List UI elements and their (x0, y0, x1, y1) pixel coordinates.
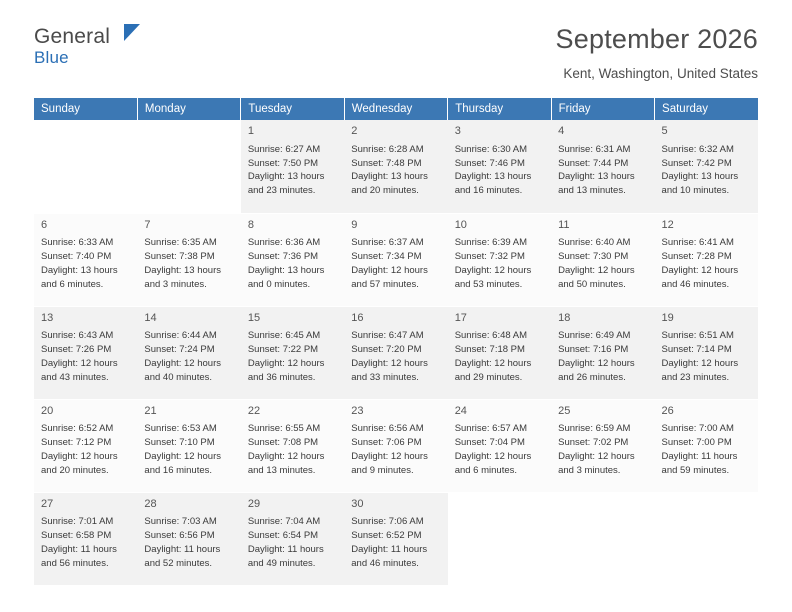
calendar-empty-cell (655, 492, 758, 585)
day-detail-line: Daylight: 12 hours (247, 357, 325, 369)
calendar-week-row (34, 399, 758, 492)
calendar-empty-cell (551, 492, 654, 585)
day-detail-line: Sunset: 7:34 PM (351, 251, 422, 263)
calendar-day-cell[interactable] (137, 213, 240, 306)
day-detail-line: Daylight: 12 hours (41, 450, 118, 462)
day-detail-line: Daylight: 12 hours (144, 357, 221, 369)
day-number: 8 (247, 218, 254, 231)
day-detail-line: Daylight: 13 hours (247, 264, 325, 276)
calendar-day-cell[interactable] (344, 120, 447, 213)
day-number: 1 (247, 125, 254, 137)
day-number: 24 (454, 404, 467, 417)
calendar-day-cell[interactable] (448, 213, 551, 306)
day-number: 9 (351, 218, 358, 231)
day-detail-line: Daylight: 11 hours (41, 543, 117, 555)
day-detail-line: and 9 minutes. (351, 464, 414, 476)
day-detail-line: Daylight: 12 hours (661, 357, 739, 369)
day-detail-line: and 36 minutes. (247, 371, 316, 383)
calendar-day-cell[interactable] (137, 306, 240, 399)
day-detail-line: Daylight: 12 hours (558, 264, 635, 276)
weekday-header-wednesday: Wednesday (344, 98, 447, 120)
day-detail-line: Sunrise: 6:35 AM (144, 237, 217, 249)
day-number: 22 (247, 404, 261, 417)
calendar-week-row (34, 306, 758, 399)
day-detail-line: Daylight: 12 hours (144, 450, 221, 462)
title-block (556, 22, 758, 81)
day-detail-line: Sunset: 7:50 PM (247, 157, 319, 169)
day-detail-line: and 6 minutes. (41, 278, 104, 290)
weekday-header-tuesday: Tuesday (241, 98, 344, 120)
day-detail-line: Sunset: 7:12 PM (41, 437, 112, 449)
weekday-header-friday: Friday (551, 98, 654, 120)
location-subtitle: Kent, Washington, United States (563, 66, 758, 81)
day-detail-line: Sunset: 7:22 PM (247, 344, 319, 356)
day-number: 7 (144, 218, 151, 231)
day-detail-line: and 53 minutes. (454, 278, 523, 290)
day-number: 20 (41, 404, 54, 417)
day-detail-line: and 59 minutes. (661, 464, 730, 476)
day-detail-line: Sunset: 6:52 PM (351, 530, 422, 542)
day-number: 30 (351, 497, 364, 510)
day-number: 27 (41, 497, 54, 510)
weekday-header-row (34, 98, 758, 120)
logo-secondary-text: Blue (34, 48, 69, 67)
day-detail-line: Daylight: 12 hours (454, 450, 532, 462)
day-detail-line: Daylight: 11 hours (144, 543, 221, 555)
day-detail-line: and 56 minutes. (41, 557, 109, 569)
day-detail-line: Sunrise: 7:00 AM (661, 423, 734, 435)
day-detail-line: Daylight: 13 hours (247, 171, 325, 183)
day-detail-line: Sunrise: 6:44 AM (144, 330, 217, 342)
calendar-day-cell[interactable] (448, 306, 551, 399)
day-number: 12 (661, 218, 674, 231)
day-detail-line: Sunset: 7:10 PM (144, 437, 215, 449)
day-detail-line: Sunset: 7:36 PM (247, 251, 319, 263)
calendar-day-cell[interactable] (551, 213, 654, 306)
day-detail-line: Sunrise: 6:45 AM (247, 330, 321, 342)
calendar-day-cell[interactable] (448, 399, 551, 492)
day-number: 29 (247, 497, 261, 510)
day-detail-line: Sunset: 7:08 PM (247, 437, 319, 449)
day-detail-line: and 13 minutes. (558, 185, 626, 197)
day-number: 14 (144, 311, 157, 324)
day-detail-line: Sunrise: 6:39 AM (454, 237, 528, 249)
day-detail-line: Sunset: 6:54 PM (247, 530, 319, 542)
calendar-day-cell[interactable] (241, 492, 344, 585)
day-detail-line: Daylight: 13 hours (558, 171, 635, 183)
day-detail-line: Sunset: 7:20 PM (351, 344, 422, 356)
day-detail-line: Daylight: 12 hours (558, 450, 635, 462)
day-detail-line: Sunset: 7:48 PM (351, 157, 422, 169)
day-detail-line: Sunrise: 6:56 AM (351, 423, 424, 435)
day-detail-line: Sunset: 7:04 PM (454, 437, 525, 449)
calendar-day-cell[interactable] (34, 213, 137, 306)
day-detail-line: Daylight: 12 hours (558, 357, 635, 369)
day-detail-line: Daylight: 12 hours (454, 264, 532, 276)
calendar-body (34, 120, 758, 585)
day-detail-line: and 43 minutes. (41, 371, 109, 383)
day-detail-line: and 46 minutes. (351, 557, 419, 569)
day-detail-line: Sunset: 7:24 PM (144, 344, 215, 356)
day-number: 15 (247, 311, 261, 324)
day-detail-line: Sunset: 7:28 PM (661, 251, 732, 263)
day-detail-line: Sunrise: 7:01 AM (41, 516, 114, 528)
calendar-day-cell[interactable] (655, 120, 758, 213)
calendar-day-cell[interactable] (241, 120, 344, 213)
calendar-day-cell[interactable] (448, 120, 551, 213)
day-detail-line: Sunset: 7:30 PM (558, 251, 629, 263)
weekday-header-sunday: Sunday (34, 98, 137, 120)
day-detail-line: Sunset: 7:16 PM (558, 344, 629, 356)
calendar-day-cell[interactable] (344, 492, 447, 585)
day-detail-line: Sunrise: 6:31 AM (558, 143, 631, 155)
calendar-day-cell[interactable] (344, 306, 447, 399)
day-number: 4 (558, 125, 565, 137)
day-detail-line: Sunrise: 6:33 AM (41, 237, 114, 249)
day-number: 28 (144, 497, 157, 510)
day-detail-line: Sunrise: 6:53 AM (144, 423, 217, 435)
day-detail-line: Daylight: 12 hours (41, 357, 118, 369)
day-detail-line: Sunrise: 7:03 AM (144, 516, 217, 528)
day-detail-line: Daylight: 12 hours (454, 357, 532, 369)
day-detail-line: Sunset: 7:40 PM (41, 251, 112, 263)
day-detail-line: and 23 minutes. (247, 185, 316, 197)
day-detail-line: and 52 minutes. (144, 557, 213, 569)
day-number: 11 (558, 218, 570, 231)
calendar-day-cell[interactable] (655, 306, 758, 399)
day-detail-line: Daylight: 11 hours (351, 543, 428, 555)
day-detail-line: Sunset: 7:46 PM (454, 157, 525, 169)
day-detail-line: Daylight: 12 hours (247, 450, 325, 462)
day-detail-line: Daylight: 12 hours (351, 357, 428, 369)
day-detail-line: Daylight: 13 hours (454, 171, 532, 183)
weekday-header-thursday: Thursday (448, 98, 551, 120)
day-detail-line: and 23 minutes. (661, 371, 730, 383)
day-detail-line: and 49 minutes. (247, 557, 316, 569)
day-detail-line: Daylight: 11 hours (247, 543, 324, 555)
day-number: 23 (351, 404, 364, 417)
day-detail-line: and 57 minutes. (351, 278, 419, 290)
day-number: 17 (454, 311, 467, 324)
day-detail-line: Sunset: 7:18 PM (454, 344, 525, 356)
day-detail-line: and 16 minutes. (144, 464, 213, 476)
day-detail-line: Daylight: 12 hours (351, 450, 428, 462)
day-detail-line: Sunrise: 6:51 AM (661, 330, 734, 342)
day-detail-line: Sunrise: 6:52 AM (41, 423, 114, 435)
day-detail-line: Sunrise: 6:57 AM (454, 423, 528, 435)
calendar-empty-cell (34, 120, 137, 213)
day-detail-line: Sunrise: 6:55 AM (247, 423, 321, 435)
day-detail-line: Sunrise: 6:32 AM (661, 143, 734, 155)
day-detail-line: and 20 minutes. (351, 185, 419, 197)
calendar-week-row (34, 213, 758, 306)
day-detail-line: Sunset: 7:38 PM (144, 251, 215, 263)
day-detail-line: Sunset: 7:02 PM (558, 437, 629, 449)
calendar-table (34, 98, 758, 586)
calendar-day-cell[interactable] (241, 399, 344, 492)
weekday-header-saturday: Saturday (655, 98, 758, 120)
day-detail-line: Sunrise: 7:06 AM (351, 516, 424, 528)
day-detail-line: Sunset: 7:06 PM (351, 437, 422, 449)
day-number: 5 (661, 125, 668, 137)
day-detail-line: and 40 minutes. (144, 371, 213, 383)
logo-primary-text: General (34, 25, 111, 48)
flag-icon (124, 24, 140, 41)
day-detail-line: Sunset: 7:42 PM (661, 157, 732, 169)
day-detail-line: Daylight: 13 hours (351, 171, 428, 183)
calendar-day-cell[interactable] (34, 399, 137, 492)
day-detail-line: Sunrise: 6:36 AM (247, 237, 321, 249)
day-detail-line: Daylight: 13 hours (41, 264, 118, 276)
day-detail-line: Sunrise: 6:28 AM (351, 143, 424, 155)
calendar-day-cell[interactable] (241, 213, 344, 306)
day-detail-line: Sunrise: 6:49 AM (558, 330, 631, 342)
day-number: 26 (661, 404, 674, 417)
day-detail-line: Daylight: 13 hours (144, 264, 221, 276)
calendar-day-cell[interactable] (34, 492, 137, 585)
day-number: 18 (558, 311, 571, 324)
day-detail-line: and 33 minutes. (351, 371, 419, 383)
day-number: 6 (41, 218, 48, 231)
day-detail-line: Sunset: 7:00 PM (661, 437, 732, 449)
calendar-week-row (34, 492, 758, 585)
day-detail-line: Sunrise: 6:43 AM (41, 330, 114, 342)
calendar-day-cell[interactable] (655, 399, 758, 492)
day-detail-line: Sunrise: 6:27 AM (247, 143, 321, 155)
day-detail-line: Sunset: 7:14 PM (661, 344, 732, 356)
calendar-day-cell[interactable] (137, 492, 240, 585)
calendar-day-cell[interactable] (655, 213, 758, 306)
day-detail-line: and 50 minutes. (558, 278, 626, 290)
day-detail-line: Sunrise: 6:37 AM (351, 237, 424, 249)
day-detail-line: Sunrise: 6:41 AM (661, 237, 734, 249)
day-detail-line: Sunrise: 6:40 AM (558, 237, 631, 249)
day-number: 13 (41, 311, 54, 324)
day-number: 3 (454, 125, 461, 137)
day-detail-line: and 6 minutes. (454, 464, 518, 476)
day-detail-line: and 16 minutes. (454, 185, 523, 197)
calendar-day-cell[interactable] (344, 399, 447, 492)
day-detail-line: Sunrise: 7:04 AM (247, 516, 321, 528)
day-detail-line: and 10 minutes. (661, 185, 730, 197)
day-detail-line: Sunrise: 6:59 AM (558, 423, 631, 435)
day-detail-line: Sunrise: 6:30 AM (454, 143, 528, 155)
day-detail-line: Sunset: 6:56 PM (144, 530, 215, 542)
page-title: September 2026 (555, 24, 758, 54)
calendar-empty-cell (448, 492, 551, 585)
calendar-day-cell[interactable] (34, 306, 137, 399)
calendar-day-cell[interactable] (241, 306, 344, 399)
day-detail-line: Daylight: 13 hours (661, 171, 739, 183)
day-detail-line: Daylight: 11 hours (661, 450, 738, 462)
weekday-header-monday: Monday (137, 98, 240, 120)
calendar-day-cell[interactable] (551, 306, 654, 399)
day-detail-line: Daylight: 12 hours (351, 264, 428, 276)
day-detail-line: Daylight: 12 hours (661, 264, 739, 276)
day-number: 19 (661, 311, 674, 324)
day-number: 2 (351, 125, 358, 137)
day-detail-line: Sunrise: 6:47 AM (351, 330, 424, 342)
day-number: 10 (454, 218, 467, 231)
calendar-day-cell[interactable] (551, 120, 654, 213)
day-detail-line: and 46 minutes. (661, 278, 730, 290)
day-number: 21 (144, 404, 157, 417)
page-header (34, 22, 758, 86)
day-number: 25 (558, 404, 571, 417)
day-detail-line: Sunrise: 6:48 AM (454, 330, 528, 342)
calendar-day-cell[interactable] (137, 399, 240, 492)
day-number: 16 (351, 311, 364, 324)
day-detail-line: and 0 minutes. (247, 278, 311, 290)
logo (34, 22, 154, 66)
day-detail-line: Sunset: 7:26 PM (41, 344, 112, 356)
calendar-week-row (34, 120, 758, 213)
calendar-empty-cell (137, 120, 240, 213)
day-detail-line: Sunset: 6:58 PM (41, 530, 112, 542)
calendar-day-cell[interactable] (344, 213, 447, 306)
calendar-day-cell[interactable] (551, 399, 654, 492)
day-detail-line: and 3 minutes. (558, 464, 621, 476)
day-detail-line: and 20 minutes. (41, 464, 109, 476)
day-detail-line: and 13 minutes. (247, 464, 316, 476)
day-detail-line: Sunset: 7:32 PM (454, 251, 525, 263)
day-detail-line: and 26 minutes. (558, 371, 626, 383)
day-detail-line: Sunset: 7:44 PM (558, 157, 629, 169)
day-detail-line: and 29 minutes. (454, 371, 523, 383)
day-detail-line: and 3 minutes. (144, 278, 207, 290)
